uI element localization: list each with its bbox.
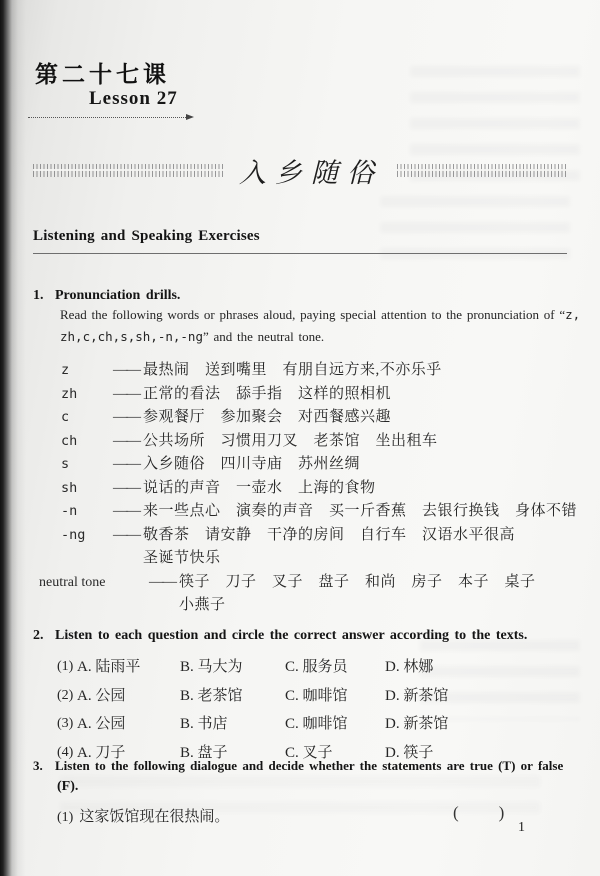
- chapter-title: 入乡随俗: [239, 157, 383, 188]
- question-number: (1): [57, 659, 74, 674]
- exercise-3: [33, 757, 573, 829]
- exercise-2-heading: [33, 628, 573, 644]
- exercise-1-heading: [33, 288, 573, 304]
- decorative-band-right: [397, 164, 567, 177]
- dash: ——: [113, 503, 139, 519]
- page-number: 1: [518, 820, 525, 835]
- pronunciation-row: [33, 453, 573, 477]
- option-b: B. 书店: [180, 716, 228, 732]
- lesson-number-en: Lesson 27: [89, 88, 178, 109]
- option-d: D. 筷子: [385, 744, 434, 761]
- option-a: A. 刀子: [77, 744, 126, 761]
- drill-words-continuation: 圣诞节快乐: [143, 550, 221, 566]
- option-a: A. 公园: [77, 716, 126, 732]
- option-a: A. 公园: [77, 687, 126, 704]
- section-heading: Listening and Speaking Exercises: [33, 228, 260, 244]
- pinyin-label: neutral tone: [39, 574, 106, 590]
- pronunciation-row: [33, 406, 573, 430]
- pinyin-label: ch: [61, 432, 78, 449]
- lesson-number-zh: 第二十七课: [35, 61, 170, 87]
- pronunciation-row: [33, 477, 573, 501]
- exercise-2: [33, 628, 573, 767]
- exercise-3-heading: [33, 757, 573, 774]
- drill-words: 参观餐厅 参加聚会 对西餐感兴趣: [143, 409, 392, 425]
- exercise-3-title-line1: Listen to the following dialogue and decide whether the statements are true (T) or false: [55, 758, 564, 773]
- exercise-1: [33, 288, 581, 618]
- pronunciation-row: [33, 571, 573, 595]
- pronunciation-row: [33, 359, 573, 383]
- pronunciation-list: [33, 359, 578, 618]
- option-b: B. 马大为: [180, 659, 243, 675]
- dash: ——: [113, 456, 139, 472]
- pinyin-label: -ng: [61, 526, 86, 543]
- pinyin-label: z: [61, 362, 70, 378]
- question-number: (2): [57, 687, 74, 703]
- drill-words: 来一些点心 演奏的声音 买一斤香蕉 去银行换钱 身体不错: [143, 503, 578, 519]
- option-d: D. 新茶馆: [385, 716, 449, 732]
- pinyin-label: -n: [61, 503, 78, 519]
- question-number: (3): [57, 716, 74, 731]
- drill-words: 最热闹 送到嘴里 有朋自远方来,不亦乐乎: [143, 362, 442, 378]
- section-rule: [33, 253, 567, 254]
- pronunciation-row: [33, 430, 573, 454]
- decorative-band-left: [33, 164, 225, 177]
- question-row: [33, 682, 573, 711]
- dash: ——: [113, 526, 139, 543]
- chapter-title-row: [33, 155, 567, 188]
- dash: ——: [113, 432, 139, 449]
- exercise-1-instructions-line2: zh,c,ch,s,sh,-n,-ng” and the neutral tone.: [60, 329, 325, 344]
- bleedthrough-artifact: [380, 196, 570, 266]
- scan-gutter-shadow: [0, 0, 26, 876]
- drill-words: 说话的声音 一壶水 上海的食物: [143, 479, 376, 496]
- option-c: C. 咖啡馆: [285, 716, 348, 732]
- option-b: B. 盘子: [180, 744, 228, 761]
- drill-words: 入乡随俗 四川寺庙 苏州丝绸: [143, 456, 361, 472]
- exercise-1-number: 1.: [33, 288, 44, 303]
- item-number: (1): [57, 810, 74, 825]
- question-number: (4): [57, 744, 74, 760]
- exercise-1-title: Pronunciation drills.: [55, 288, 181, 303]
- exercise-3-title-line2: (F).: [57, 779, 79, 794]
- pinyin-inline: zh,c,ch,s,sh,-n,-ng: [60, 329, 203, 344]
- option-c: C. 服务员: [285, 659, 348, 675]
- dash: ——: [113, 385, 139, 402]
- pinyin-label: zh: [61, 385, 78, 402]
- pinyin-label: c: [61, 409, 70, 425]
- pinyin-label: sh: [61, 479, 78, 496]
- dash: ——: [113, 362, 139, 378]
- dotted-arrow-line: [28, 117, 186, 118]
- drill-words-continuation: 小燕子: [179, 597, 226, 613]
- item-text: 这家饭馆现在很热闹。: [79, 809, 230, 825]
- option-d: D. 林娜: [385, 659, 434, 675]
- true-false-item: [33, 803, 573, 829]
- answer-blank: ( ): [453, 803, 507, 822]
- drill-words: 公共场所 习惯用刀叉 老茶馆 坐出租车: [143, 432, 438, 449]
- option-a: A. 陆雨平: [77, 659, 141, 675]
- dash: ——: [113, 409, 139, 425]
- pinyin-label: s: [61, 456, 70, 472]
- exercise-2-questions: [33, 653, 573, 767]
- question-row: [33, 710, 573, 739]
- question-row: [33, 653, 573, 682]
- pinyin-inline: z,: [565, 307, 581, 322]
- dash: ——: [113, 479, 139, 496]
- exercise-2-number: 2.: [33, 628, 44, 643]
- pronunciation-row: [33, 500, 578, 524]
- drill-words: 正常的看法 舔手指 这样的照相机: [143, 385, 392, 402]
- dash: ——: [149, 573, 175, 590]
- pronunciation-row: [33, 383, 573, 407]
- pronunciation-row: [33, 524, 573, 548]
- exercise-1-instructions-line1: Read the following words or phrases aloud, paying special attention to the pronunciation of “z,: [60, 307, 581, 322]
- option-c: C. 咖啡馆: [285, 687, 348, 704]
- drill-words: 敬香茶 请安静 干净的房间 自行车 汉语水平很高: [143, 526, 516, 543]
- option-d: D. 新茶馆: [385, 687, 449, 704]
- drill-words: 筷子 刀子 叉子 盘子 和尚 房子 本子 桌子: [179, 573, 536, 590]
- option-b: B. 老茶馆: [180, 687, 243, 704]
- exercise-3-number: 3.: [33, 758, 43, 773]
- option-c: C. 叉子: [285, 744, 333, 761]
- exercise-2-title: Listen to each question and circle the correct answer according to the texts.: [55, 628, 528, 643]
